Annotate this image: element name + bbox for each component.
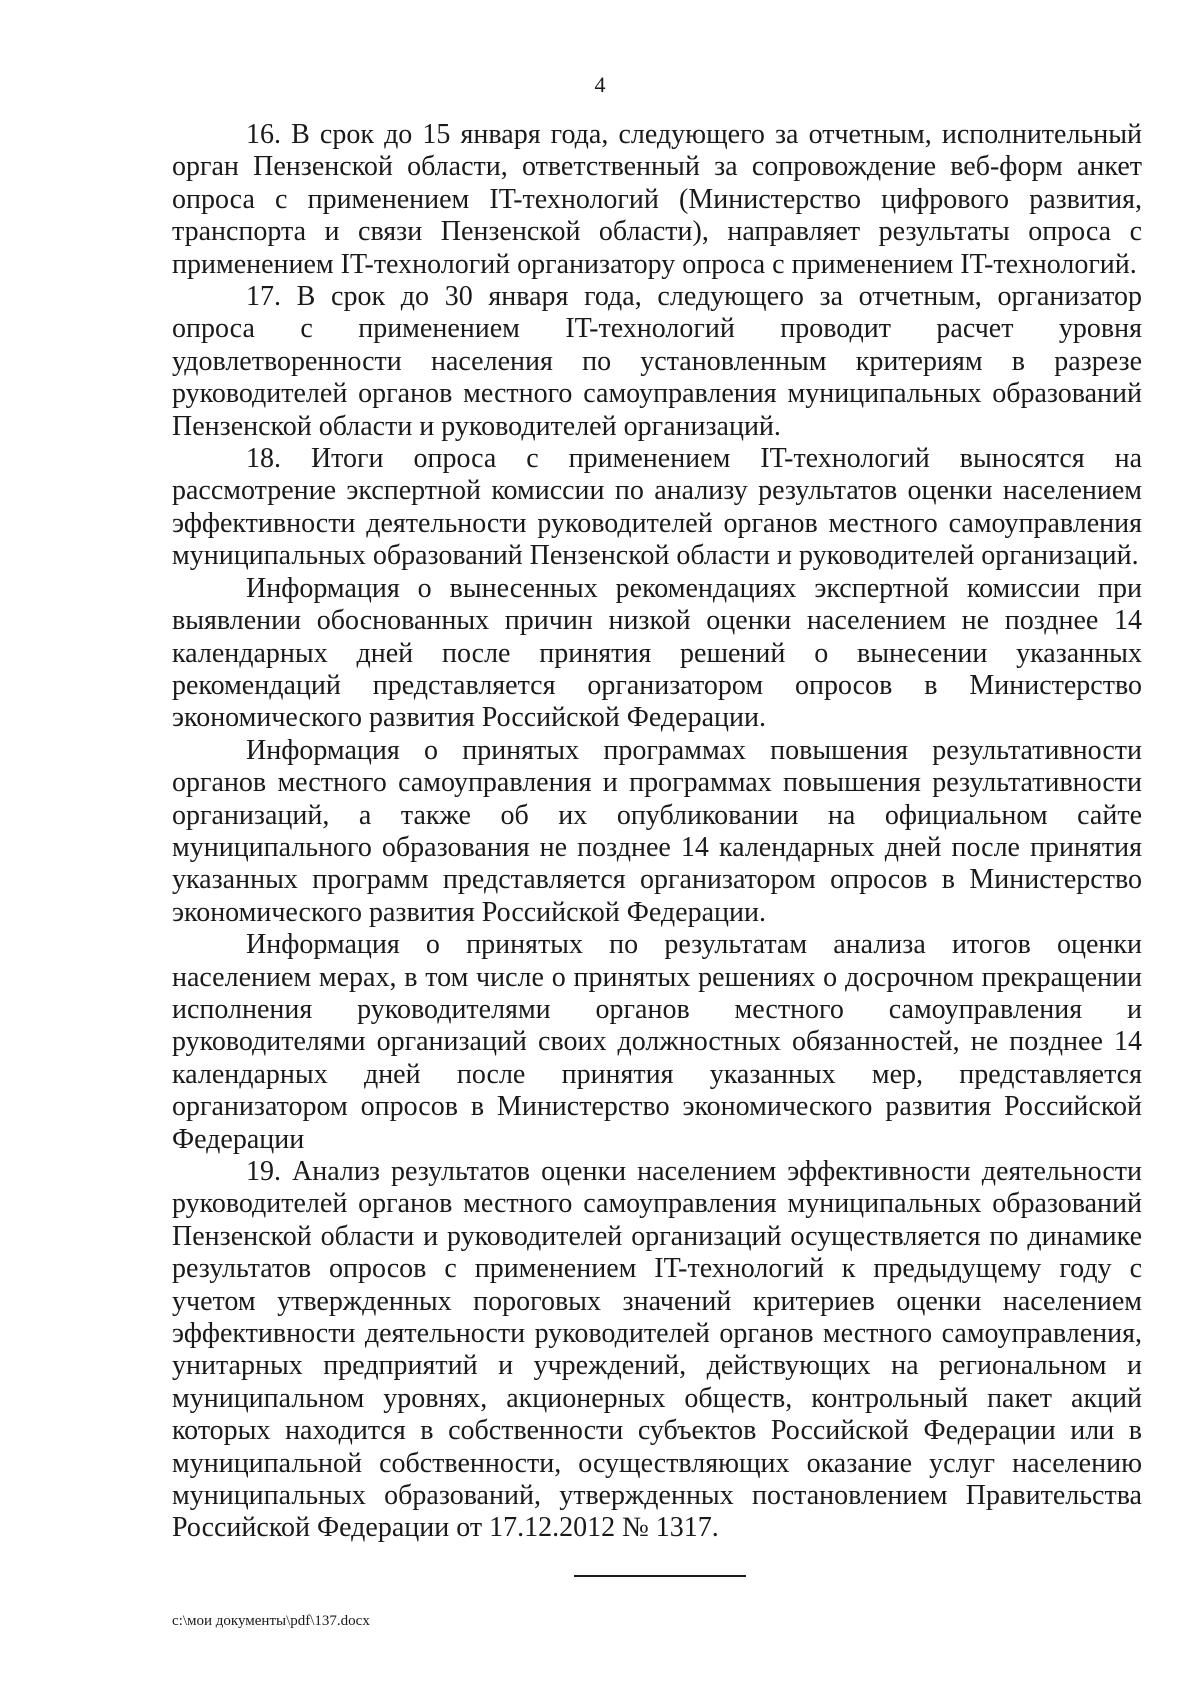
- paragraph-recommendations-info: Информация о вынесенных рекомендациях экспертной комиссии при выявлении обоснованных причин низкой оценки населением не позднее 14 календарных дней после принятия решений о вынесении указанных рекомендаций представляется организатором опросов в Министерство экономического развития Российской Федерации.: [172, 572, 1142, 734]
- document-body: [172, 119, 1142, 1545]
- paragraph-19: 19. Анализ результатов оценки населением эффективности деятельности руководителей органов местного самоуправления муниципальных образований Пензенской области и руководителей организаций осуществляется по динамике результатов опросов с применением IT-технологий к предыдущему году с учетом утвержденных пороговых значений критериев оценки населением эффективности деятельности руководителей органов местного самоуправления, унитарных предприятий и учреждений, действующих на региональном и муниципальном уровнях, акционерных обществ, контрольный пакет акций которых находится в собственности субъектов Российской Федерации или в муниципальной собственности, осуществляющих оказание услуг населению муниципальных образований, утвержденных постановлением Правительства Российской Федерации от 17.12.2012 № 1317.: [172, 1156, 1142, 1544]
- paragraph-16: 16. В срок до 15 января года, следующего за отчетным, исполнительный орган Пензенской области, ответственный за сопровождение веб-форм анкет опроса с применением IT-технологий (Министерство цифрового развития, транспорта и связи Пензенской области), направляет результаты опроса с применением IT-технологий организатору опроса с применением IT-технологий.: [172, 119, 1142, 280]
- paragraph-programs-info: Информация о принятых программах повышения результативности органов местного самоуправления и программах повышения результативности организаций, а также об их опубликовании на официальном сайте муниципального образования не позднее 14 календарных дней после принятия указанных программ представляется организатором опросов в Министерство экономического развития Российской Федерации.: [172, 734, 1142, 928]
- paragraph-17: 17. В срок до 30 января года, следующего за отчетным, организатор опроса с применением IT-технологий проводит расчет уровня удовлетворенности населения по установленным критериям в разрезе руководителей органов местного самоуправления муниципальных образований Пензенской области и руководителей организаций.: [172, 281, 1142, 442]
- end-of-text-divider: [574, 1575, 746, 1577]
- page-number: 4: [594, 72, 606, 97]
- footer-file-path: c:\мои документы\pdf\137.docx: [172, 1613, 370, 1629]
- paragraph-18: 18. Итоги опроса с применением IT-технологий выносятся на рассмотрение экспертной комиссии по анализу результатов оценки населением эффективности деятельности руководителей органов местного самоуправления муниципальных образований Пензенской области и руководителей организаций.: [172, 443, 1142, 572]
- paragraph-measures-info: Информация о принятых по результатам анализа итогов оценки населением мерах, в том числе о принятых решениях о досрочном прекращении исполнения руководителями органов местного самоуправления и руководителями организаций своих должностных обязанностей, не позднее 14 календарных дней после принятия указанных мер, представляется организатором опросов в Министерство экономического развития Российской Федерации: [172, 929, 1142, 1155]
